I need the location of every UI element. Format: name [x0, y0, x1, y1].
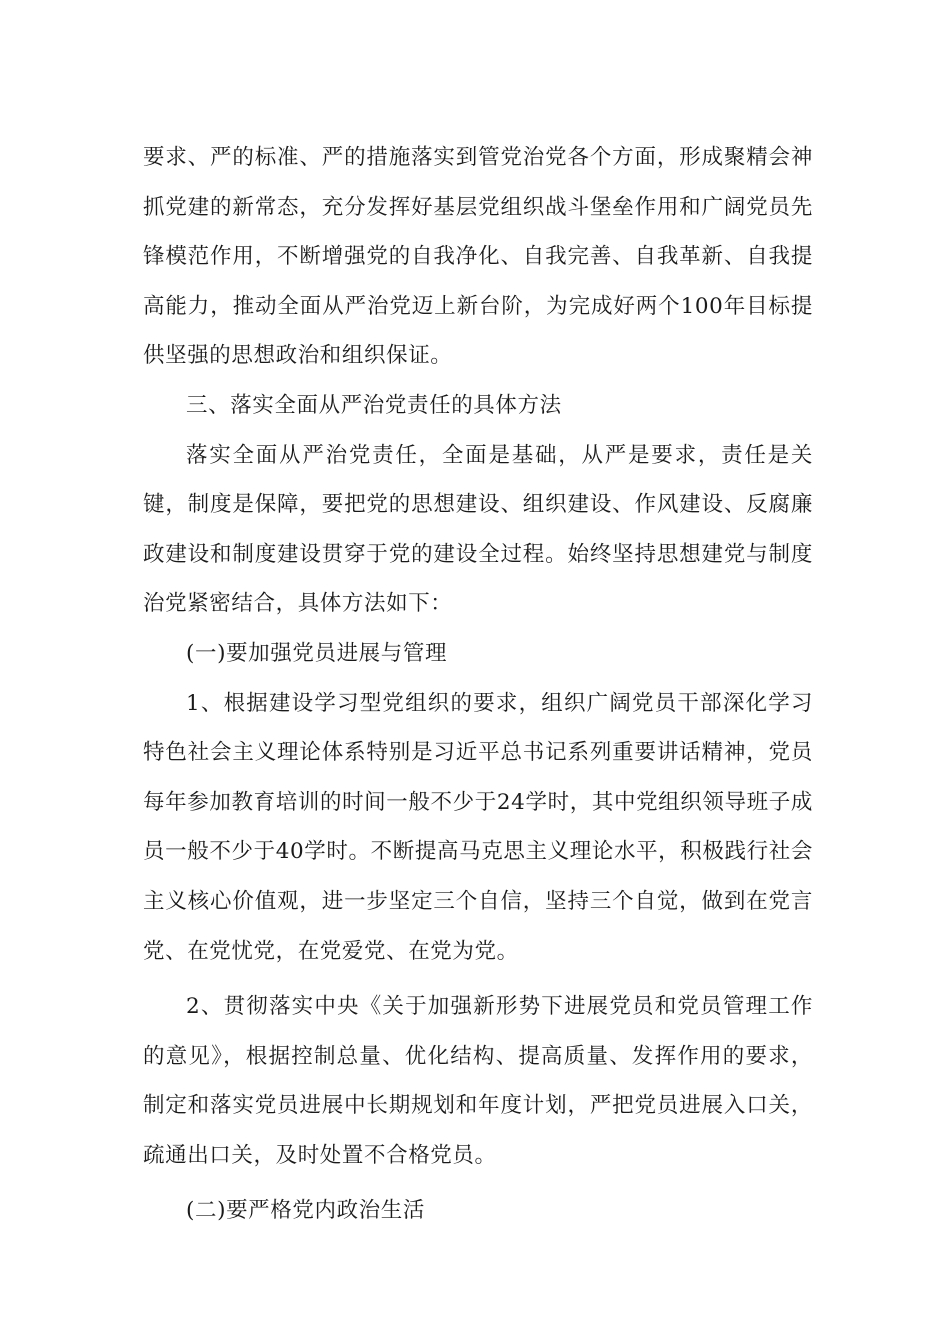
paragraph-continuation: 要求、严的标准、严的措施落实到管党治党各个方面，形成聚精会神抓党建的新常态，充分发挥好基层党组织战斗堡垒作用和广阔党员先锋模范作用，不断增强党的自我净化、自我完善、自我革新、自我提高能力，推动全面从严治党迈上新台阶，为完成好两个100年目标提供坚强的思想政治和组织保证。 — [143, 145, 813, 369]
document-body — [143, 133, 813, 1236]
paragraph-item-1: 1、根据建设学习型党组织的要求，组织广阔党员干部深化学习特色社会主义理论体系特别是习近平总书记系列重要讲话精神，党员每年参加教育培训的时间一般不少于24学时，其中党组织领导班子成员一般不少于40学时。不断提高马克思主义理论水平，积极践行社会主义核心价值观，进一步坚定三个自信，坚持三个自觉，做到在党言党、在党忧党，在党爱党、在党为党。 — [143, 690, 813, 964]
paragraph-methods-intro: 落实全面从严治党责任，全面是基础，从严是要求，责任是关键，制度是保障，要把党的思想建设、组织建设、作风建设、反腐廉政建设和制度建设贯穿于党的建设全过程。始终坚持思想建党与制度治党紧密结合，具体方法如下： — [143, 442, 813, 617]
paragraph-item-2: 2、贯彻落实中央《关于加强新形势下进展党员和党员管理工作的意见》，根据控制总量、优化结构、提高质量、发挥作用的要求，制定和落实党员进展中长期规划和年度计划，严把党员进展入口关，疏通出口关，及时处置不合格党员。 — [143, 994, 813, 1168]
subsection-heading-two: (二)要严格党内政治生活 — [186, 1198, 425, 1224]
section-heading-three: 三、落实全面从严治党责任的具体方法 — [186, 392, 562, 418]
subsection-heading-one: (一)要加强党员进展与管理 — [186, 640, 448, 666]
